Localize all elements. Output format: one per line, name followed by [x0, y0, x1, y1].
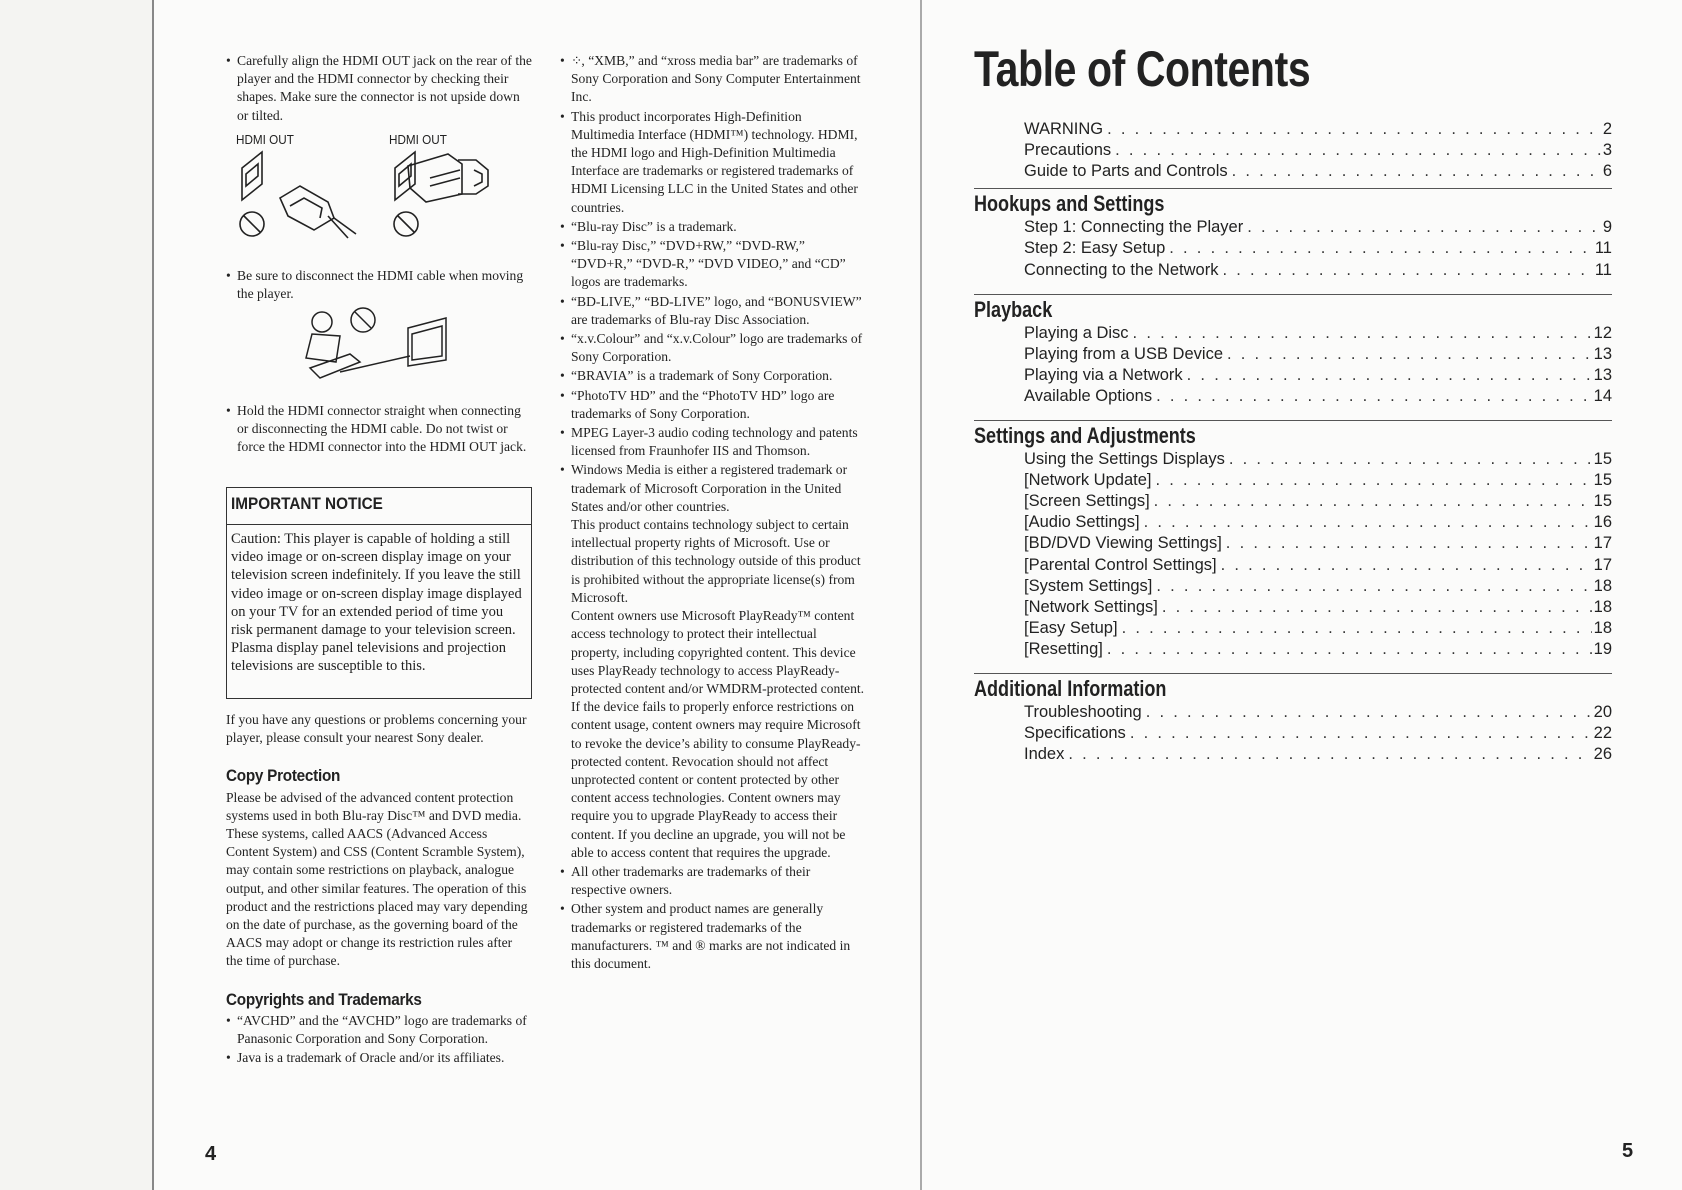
toc-leader-dots: [1144, 513, 1592, 532]
notice-divider: [227, 524, 531, 525]
toc-entry[interactable]: [1024, 471, 1612, 492]
toc-entry[interactable]: [1024, 366, 1612, 387]
toc-entry-title: Troubleshooting: [1024, 703, 1142, 721]
toc-entry-page: 19: [1593, 639, 1612, 658]
toc-entry-page: 18: [1593, 597, 1612, 616]
toc-leader-dots: [1068, 745, 1591, 764]
toc-leader-dots: [1146, 703, 1592, 722]
toc-entry[interactable]: [1024, 492, 1612, 513]
tm-windows-media-2: This product contains technology subject to certain intellectual property rights of Microsoft. Use or distribution of this technology outside of this product is prohibited without the appropriate license(s) from Microsoft.: [571, 517, 861, 605]
toc-entry-page: 13: [1593, 365, 1612, 384]
toc-entry-page: 2: [1602, 120, 1612, 138]
tm-other-names: • Other system and product names are generally trademarks or registered trademarks of the manufacturers. ™ and ® marks are not indicated in this document.: [560, 900, 866, 973]
toc-entry-page: 20: [1593, 703, 1612, 721]
toc-leader-dots: [1156, 577, 1591, 596]
toc-entry-page: 11: [1594, 239, 1612, 258]
toc-entry-title: [Audio Settings]: [1024, 513, 1140, 532]
toc-entry[interactable]: [1024, 534, 1612, 555]
toc-leader-dots: [1187, 366, 1592, 385]
toc-leader-dots: [1133, 324, 1592, 343]
toc-leader-dots: [1226, 534, 1592, 553]
toc-entry-title: Available Options: [1024, 386, 1153, 405]
toc-entry-title: [Screen Settings]: [1024, 492, 1150, 511]
toc-leader-dots: [1222, 261, 1592, 280]
toc-entry-title: Precautions: [1024, 141, 1112, 160]
toc-entry[interactable]: [1024, 619, 1612, 640]
toc-section-heading[interactable]: Settings and Adjustments: [974, 423, 1196, 448]
toc-entry-page: 18: [1593, 576, 1612, 595]
toc-leader-dots: [1232, 162, 1601, 181]
toc-entry[interactable]: [1024, 745, 1612, 766]
hold-straight-bullet: • Hold the HDMI connector straight when connecting or disconnecting the HDMI cable. Do not twist or force the HDMI connector into the HDMI OUT jack.: [226, 402, 532, 457]
toc-entry-page: 15: [1593, 450, 1612, 468]
hdmi-connector-illustration: [230, 148, 530, 248]
left-column-1b: [226, 267, 532, 304]
toc-entry-page: 9: [1602, 218, 1612, 237]
toc-entry[interactable]: [1024, 162, 1612, 183]
left-column-2: [560, 52, 866, 974]
toc-entry-title: [Network Settings]: [1024, 597, 1158, 616]
toc-section-rule: [974, 188, 1612, 189]
important-notice-box: [226, 487, 532, 699]
toc-entry-page: 15: [1593, 492, 1612, 511]
toc-leader-dots: [1229, 450, 1592, 469]
toc-section-rule: [974, 420, 1612, 421]
toc-leader-dots: [1130, 724, 1592, 743]
toc-entry[interactable]: [1024, 324, 1612, 345]
toc-entry-page: 14: [1593, 386, 1612, 405]
toc-entry-title: Connecting to the Network: [1024, 260, 1219, 279]
toc-entry[interactable]: [1024, 141, 1612, 162]
tm-xmb: • ⁘, “XMB,” and “xross media bar” are trademarks of Sony Corporation and Sony Computer Entertainment Inc.: [560, 52, 866, 107]
hdmi-align-bullet: • Carefully align the HDMI OUT jack on the rear of the player and the HDMI connector by checking their shapes. Make sure the connector is not upside down or tilted.: [226, 52, 532, 125]
toc-entry-title: Guide to Parts and Controls: [1024, 162, 1228, 181]
toc-entry[interactable]: [1024, 120, 1612, 141]
notice-title: IMPORTANT NOTICE: [231, 494, 383, 513]
toc-entry-title: [System Settings]: [1024, 576, 1153, 595]
toc-entry-title: Playing a Disc: [1024, 323, 1129, 342]
toc-section-heading[interactable]: Additional Information: [974, 676, 1167, 701]
toc-section-heading[interactable]: Playback: [974, 296, 1053, 322]
toc-entry[interactable]: [1024, 724, 1612, 745]
tm-avchd: • “AVCHD” and the “AVCHD” logo are trademarks of Panasonic Corporation and Sony Corporation.: [226, 1012, 532, 1048]
toc-entry-title: Playing from a USB Device: [1024, 344, 1223, 363]
toc-entry-title: Playing via a Network: [1024, 365, 1183, 384]
toc-leader-dots: [1169, 239, 1593, 258]
tm-mpeg: • MPEG Layer-3 audio coding technology and patents licensed from Fraunhofer IIS and Thomson.: [560, 424, 866, 460]
toc-entry-page: 15: [1593, 471, 1612, 490]
toc-leader-dots: [1221, 556, 1592, 575]
toc-entry[interactable]: [1024, 640, 1612, 661]
toc-entry-page: 3: [1602, 141, 1612, 160]
toc-entry-title: Index: [1024, 745, 1065, 764]
toc-title: Table of Contents: [974, 41, 1311, 97]
toc-entry-title: [Network Update]: [1024, 471, 1152, 490]
copy-protection-heading: Copy Protection: [226, 766, 341, 786]
copy-protection-body: Please be advised of the advanced content protection systems used in both Blu-ray Disc™ and DVD media. These systems, called AACS (Advanced Access Content System) and CSS (Content Scramble System), may contain some restrictions on playback, analogue output, and other similar features. The operation of this product and the restrictions placed may vary depending on the date of purchase, as the governing board of the AACS may adopt or change its restriction rules after the time of purchase.: [226, 789, 528, 969]
toc-entry-page: 22: [1593, 724, 1612, 743]
tm-bdlive: • “BD-LIVE,” “BD-LIVE” logo, and “BONUSVIEW” are trademarks of Blu-ray Disc Association.: [560, 293, 866, 329]
toc-entry[interactable]: [1024, 556, 1612, 577]
toc-entry[interactable]: [1024, 387, 1612, 408]
left-column-1c: [226, 402, 532, 458]
tm-bravia: • “BRAVIA” is a trademark of Sony Corporation.: [560, 367, 866, 385]
toc-leader-dots: [1155, 471, 1591, 490]
toc-entry-page: 18: [1593, 618, 1612, 637]
toc-entry[interactable]: [1024, 345, 1612, 366]
toc-entry-page: 6: [1602, 162, 1612, 181]
toc-entry-title: [Easy Setup]: [1024, 618, 1118, 637]
toc-entry-title: Step 2: Easy Setup: [1024, 239, 1166, 258]
questions-paragraph: If you have any questions or problems concerning your player, please consult your nearest Sony dealer.: [226, 712, 527, 746]
toc-entry-page: 17: [1593, 534, 1612, 553]
toc-entry-page: 16: [1593, 513, 1612, 532]
toc-entry-title: Step 1: Connecting the Player: [1024, 218, 1244, 237]
disconnect-bullet: • Be sure to disconnect the HDMI cable when moving the player.: [226, 267, 532, 303]
toc-entry-title: [Parental Control Settings]: [1024, 555, 1217, 574]
toc-entry-title: Specifications: [1024, 724, 1126, 743]
hdmi-out-label-1: HDMI OUT: [236, 132, 294, 147]
right-page-number: 5: [1622, 1140, 1634, 1162]
toc-leader-dots: [1156, 387, 1592, 406]
toc-entry[interactable]: [1024, 261, 1612, 282]
hdmi-out-label-2: HDMI OUT: [389, 132, 447, 147]
tm-bluray: • “Blu-ray Disc” is a trademark.: [560, 218, 866, 236]
toc-entry-page: 26: [1593, 745, 1612, 764]
toc-leader-dots: [1122, 619, 1592, 638]
xmb-logo-icon: ⁘: [571, 53, 582, 68]
toc-section-rule: [974, 673, 1612, 674]
toc-leader-dots: [1107, 120, 1601, 139]
toc-entry[interactable]: [1024, 577, 1612, 598]
toc-leader-dots: [1247, 218, 1601, 237]
toc-entry-page: 11: [1594, 260, 1612, 279]
toc-leader-dots: [1107, 640, 1592, 659]
moving-player-illustration: [300, 306, 460, 386]
tm-logos: • “Blu-ray Disc,” “DVD+RW,” “DVD-RW,” “DVD+R,” “DVD-R,” “DVD VIDEO,” and “CD” logos are trademarks.: [560, 237, 866, 292]
copyrights-heading: Copyrights and Trademarks: [226, 989, 422, 1009]
toc-entry[interactable]: [1024, 218, 1612, 239]
toc-entry-page: 17: [1593, 555, 1612, 574]
toc-entry-page: 12: [1593, 323, 1612, 342]
toc-leader-dots: [1227, 345, 1592, 364]
toc-section-rule: [974, 294, 1612, 295]
toc-leader-dots: [1162, 598, 1592, 617]
tm-windows-media: • Windows Media is either a registered trademark or trademark of Microsoft Corporation in the United States and/or other countries. This product contains technology subject to certain intellectual property rights of Microsoft. Use or distribution of this technology outside of this product is prohibited without the appropriate license(s) from Microsoft. Content owners use Microsoft PlayReady™ content access technology to protect their intellectual property, including copyrighted content. This device uses PlayReady technology to access PlayReady-protected content and/or WMDRM-protected content. If the device fails to properly enforce restrictions on content usage, content owners may require Microsoft to revoke the device’s ability to consume PlayReady-protected content. Revocation should not affect unprotected content or content protected by other content access technologies. Content owners may require you to upgrade PlayReady to access their content. If you decline an upgrade, you will not be able to access content that requires the upgrade.: [560, 461, 866, 861]
tm-phototv: • “PhotoTV HD” and the “PhotoTV HD” logo are trademarks of Sony Corporation.: [560, 387, 866, 423]
toc-leader-dots: [1154, 492, 1592, 511]
toc-entry-page: 13: [1593, 344, 1612, 363]
left-column-1: [226, 52, 532, 126]
tm-java: • Java is a trademark of Oracle and/or its affiliates.: [226, 1049, 532, 1067]
tm-hdmi: • This product incorporates High-Definition Multimedia Interface (HDMI™) technology. HDMI, the HDMI logo and High-Definition Multimedia Interface are trademarks or registered trademarks of HDMI Licensing LLC in the United States and other countries.: [560, 108, 866, 217]
toc-entry-title: WARNING: [1024, 120, 1104, 138]
tm-windows-media-3: Content owners use Microsoft PlayReady™ content access technology to protect their intellectual property, including copyrighted content. This device uses PlayReady technology to access PlayReady-protected content and/or WMDRM-protected content. If the device fails to properly enforce restrictions on content usage, content owners may require Microsoft to revoke the device’s ability to consume PlayReady-protected content. Revocation should not affect unprotected content or content protected by other content access technologies. Content owners may require you to upgrade PlayReady to access their content. If you decline an upgrade, you will not be able to access content that requires the upgrade.: [571, 608, 865, 860]
toc-entry-title: Using the Settings Displays: [1024, 450, 1225, 468]
toc-entry[interactable]: [1024, 598, 1612, 619]
toc-entry[interactable]: [1024, 450, 1612, 471]
tm-other-trademarks: • All other trademarks are trademarks of their respective owners.: [560, 863, 866, 899]
toc-entry-title: [BD/DVD Viewing Settings]: [1024, 534, 1222, 553]
notice-body: Caution: This player is capable of holding a still video image or on-screen display image on your television screen indefinitely. If you leave the still video image or on-screen display image displayed on your TV for an extended period of time you risk permanent damage to your television screen. Plasma display panel televisions and projection televisions are susceptible to this.: [231, 531, 522, 675]
toc-section-heading[interactable]: Hookups and Settings: [974, 191, 1165, 217]
tm-xvcolour: • “x.v.Colour” and “x.v.Colour” logo are trademarks of Sony Corporation.: [560, 330, 866, 366]
toc-leader-dots: [1115, 141, 1601, 160]
left-page-number: 4: [205, 1143, 217, 1165]
left-column-1d: [226, 711, 532, 1068]
toc-entry-title: [Resetting]: [1024, 639, 1103, 658]
toc-entry[interactable]: [1024, 703, 1612, 724]
toc-entry[interactable]: [1024, 239, 1612, 260]
toc-entry[interactable]: [1024, 513, 1612, 534]
